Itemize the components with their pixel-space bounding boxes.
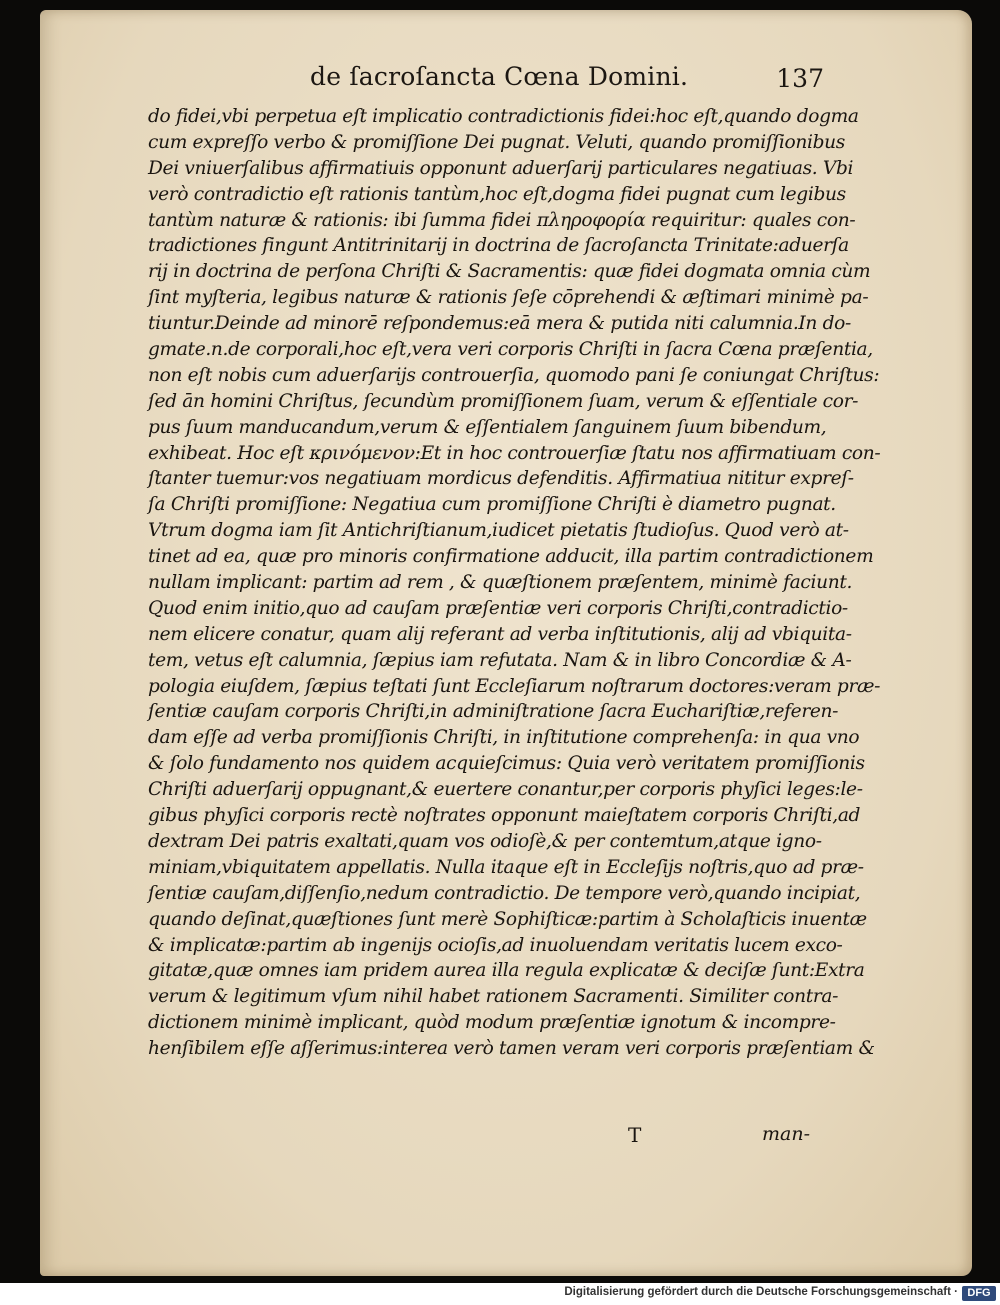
text-line: exhibeat. Hoc eſt κρινόμενον:Et in hoc controuerſiæ ſtatu nos affirmatiuam con-	[148, 442, 881, 464]
running-head: de ſacroſancta Cœna Domini.	[310, 62, 689, 91]
text-line: Dei vniuerſalibus affirmatiuis opponunt aduerſarij particulares negatiuas. Vbi	[148, 157, 854, 179]
text-line: nem elicere conatur, quam alij referant ad verba inſtitutionis, alij ad vbiquita-	[148, 623, 852, 645]
text-line: ſint myſteria, legibus naturæ & rationis ſeſe cōprehendi & æſtimari minimè pa-	[148, 287, 869, 309]
text-line: dam eſſe ad verba promiſſionis Chriſti, in inſtitutione comprehenſa: in qua vno	[148, 727, 860, 749]
text-line: gmate.n.de corporali,hoc eſt,vera veri corporis Chriſti in ſacra Cœna præſentia,	[148, 339, 873, 361]
text-line: henſibilem eſſe aſſerimus:interea verò tamen veram veri corporis præſentiam &	[148, 1038, 875, 1060]
text-line: ſtanter tuemur:vos negatiuam mordicus defenditis. Affirmatiua nititur expreſ-	[148, 468, 854, 490]
text-line: dictionem minimè implicant, quòd modum præſentiæ ignotum & incompre-	[148, 1012, 836, 1034]
text-line: Chriſti aduerſarij oppugnant,& euertere conantur,per corporis phyſici leges:le-	[148, 779, 863, 801]
text-line: ſentiæ cauſam,diſſenſio,nedum contradictio. De tempore verò,quando incipiat,	[148, 882, 861, 904]
catchword: man-	[761, 1123, 810, 1145]
text-line: do fidei,vbi perpetua eſt implicatio contradictionis fidei:hoc eſt,quando dogma	[148, 106, 859, 127]
footer-credit: Digitalisierung gefördert durch die Deutsche Forschungsgemeinschaft ·	[564, 1286, 958, 1298]
text-line: pus ſuum manducandum,verum & eſſentialem ſanguinem ſuum bibendum,	[148, 416, 827, 438]
text-line: dextram Dei patris exaltati,quam vos odioſè,& per contemtum,atque igno-	[148, 830, 822, 852]
text-line: non eſt nobis cum aduerſarijs controuerſia, quomodo pani ſe coniungat Chriſtus:	[148, 364, 880, 386]
footer-bar	[0, 1283, 1000, 1305]
text-line: verò contradictio eſt rationis tantùm,hoc eſt,dogma fidei pugnat cum legibus	[148, 183, 846, 205]
text-line: ſa Chriſti promiſſione: Negatiua cum promiſſione Chriſti è diametro pugnat.	[148, 494, 836, 516]
text-line: Vtrum dogma iam ſit Antichriſtianum,iudicet pietatis ſtudioſus. Quod verò at-	[148, 520, 849, 542]
text-line: rij in doctrina de perſona Chriſti & Sacramentis: quæ fidei dogmata omnia cùm	[148, 261, 871, 283]
text-line: gibus phyſici corporis rectè noſtrates opponunt maieſtatem corporis Chriſti,ad	[148, 805, 861, 827]
text-line: tem, vetus eſt calumnia, ſæpius iam refutata. Nam & in libro Concordiæ & A-	[148, 649, 852, 671]
text-line: miniam,vbiquitatem appellatis. Nulla itaque eſt in Eccleſijs noſtris,quo ad præ-	[148, 856, 864, 878]
page-number: 137	[776, 64, 824, 93]
text-line: pologia eiuſdem, ſæpius teſtati ſunt Eccleſiarum noſtrarum doctores:veram præ-	[148, 675, 881, 697]
body-text	[148, 104, 881, 1062]
text-line: tradictiones fingunt Antitrinitarij in doctrina de ſacroſancta Trinitate:aduerſa	[148, 235, 849, 257]
text-line: quando deſinat,quæſtiones ſunt merè Sophiſticæ:partim à Scholaſticis inuentæ	[148, 908, 867, 930]
text-line: Quod enim initio,quo ad cauſam præſentiæ veri corporis Chriſti,contradictio-	[148, 597, 848, 619]
text-line: tantùm naturæ & rationis: ibi ſumma fidei πληροφορία requiritur: quales con-	[148, 209, 856, 231]
text-line: tiuntur.Deinde ad minorē reſpondemus:eā mera & putida niti calumnia.In do-	[148, 313, 851, 335]
text-line: & implicatæ:partim ab ingenijs ocioſis,ad inuoluendam veritatis lucem exco-	[148, 934, 843, 956]
text-line: gitatæ,quæ omnes iam pridem aurea illa regula explicatæ & deciſæ ſunt:Extra	[148, 960, 865, 982]
text-line: ſed ān homini Chriſtus, ſecundùm promiſſionem ſuam, verum & eſſentiale cor-	[148, 390, 859, 412]
signature-mark: T	[628, 1123, 642, 1147]
text-line: & ſolo fundamento nos quidem acquieſcimus: Quia verò veritatem promiſſionis	[148, 753, 865, 775]
text-line: cum expreſſo verbo & promiſſione Dei pugnat. Veluti, quando promiſſionibus	[148, 131, 845, 153]
dfg-logo-icon: DFG	[962, 1286, 996, 1301]
text-line: nullam implicant: partim ad rem , & quæſtionem præſentem, minimè faciunt.	[148, 572, 853, 594]
text-line: ſentiæ cauſam corporis Chriſti,in adminiſtratione ſacra Euchariſtiæ,referen-	[148, 701, 839, 723]
text-line: verum & legitimum vſum nihil habet rationem Sacramenti. Similiter contra-	[148, 986, 839, 1008]
book-page	[40, 10, 972, 1276]
text-line: tinet ad ea, quæ pro minoris confirmatione adducit, illa partim contradictionem	[148, 546, 874, 568]
